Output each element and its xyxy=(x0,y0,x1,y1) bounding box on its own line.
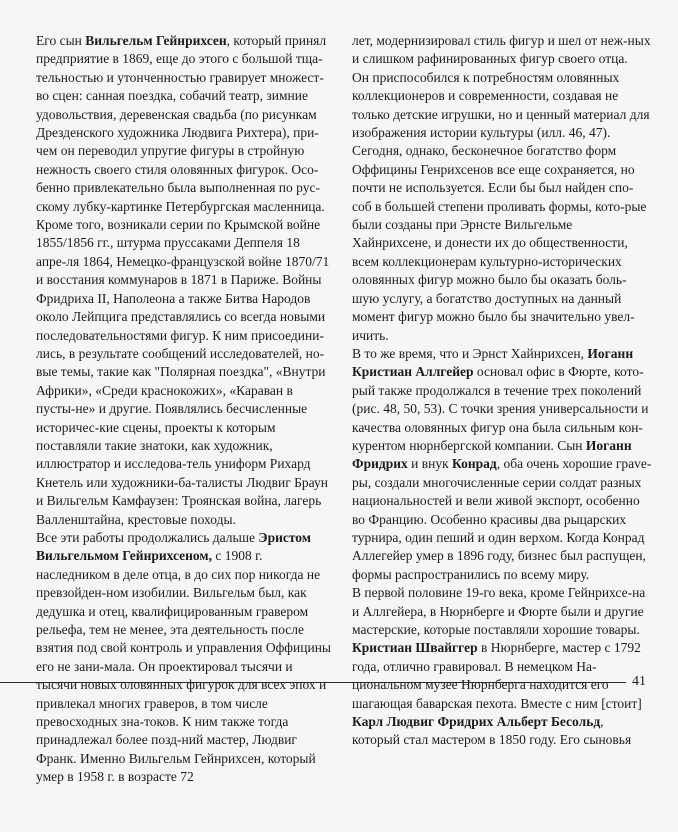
text-run: и внук xyxy=(407,456,453,472)
bold-name: Эристом Вильгельмом Гейнрихсеном, xyxy=(36,529,311,564)
text-run: Его сын xyxy=(36,33,86,48)
text-run: Он приспособился к потребностям оловянных коллекционеров и современности, создавая не только детские игрушки, но и ценный материал для изображения истории культуры (илл. 46, 47). Сегодня, однако, бесконечное богатство форм Оффицины Генрихсенов все еще сохраняется, но почти не используется. Если бы был найден спо-соб в большей степени проливать формы, кото-рые были созданы при Эрнсте Вильгельме Хайнрихсене, и донести их до общественности, всем коллекционерам культурно-исторических оловянных фигур можно было бы оказать боль-шую услугу, а богатство доступных на данный момент фигур можно было бы значительно увел-ичить. xyxy=(352,69,650,343)
text-run: , который принял предприятие в 1869, еще до этого с большой тща-тельностью и утонченностью гравирует множест-во сцен: санная поездка, собачий театр, зимние удовольствия, деревенская свадьба (по рисункам Дрезденского художника Людвига Рихтера), при-чем он переводил упругие фигуры в стройную нежность своего стиля оловянных фигурок. Осо-бенно привлекательно была выполненная по рус-скому лубку-картинке Петербургская масленница. Кроме того, возникали серии по Крымской войне 1855/1856 гг., штурма пруссаками Деппеля 18 апре-ля 1864, Немецко-французской войне 1870/71 и восстания коммунаров в 1871 в Париже. Войны Фридриха II, Наполеона а также Битва Народов около Лейпцига представлялись со всегда новыми последовательностями фигур. К ним присоедини-лись, в результате сообщений исследователей, но-вые темы, такие как "Полярная поездка", «Внутри Африки», «Среди краснокожих», «Караван в пусты-не» и другие. Появлялись бесчисленные историчес-кие сцены, проекты к которым поставляли такие знатоки, как художник, иллюстратор и исследова-тель униформ Рихард Кнетель или художники-ба-талисты Людвиг Браун и Вильгельм Камфаузен: Троянская война, лагерь Валленштайна, крестовые походы. xyxy=(36,33,330,527)
right-column xyxy=(352,32,652,750)
text-run: с 1908 г. наследником в деле отца, в до сих пор никогда не превзойден-ном изобилии. Вильгельм был, как дедушка и отец, квалифицированным гравером рельефа, тем не менее, эта деятельность после взятия под свой контроль и управления Оффицины его не зани-мала. Он проектировал тысячи и тысячи новых оловянных фигурок для всех эпох и привлекал многих граверов, в том числе превосходных зна-токов. К ним также тогда принадлежал более позд-ний мастер, Людвиг Франк. Именно Вильгельм Гейнрихсен, который умер в 1958 г. в возрасте 72 xyxy=(36,548,331,785)
bold-name: Иоганн Фридрих xyxy=(352,437,632,472)
page-number: 41 xyxy=(632,674,646,689)
paragraph xyxy=(36,32,331,529)
text-run: В то же время, что и Эрнст Хайнрихсен, xyxy=(352,345,588,361)
paragraph xyxy=(352,32,652,69)
paragraph xyxy=(352,584,652,750)
bold-name: Карл Людвиг Фридрих Альберт Бесольд xyxy=(352,714,601,730)
paragraph xyxy=(352,69,652,345)
text-run: , оба очень хорошие грave-ры, создали многочисленные серии солдат разных национальностей и вели живой экспорт, особенно во Францию. Особенно красивы два рыцарских турнира, один пеший и один верхом. Когда Конрад Аллегейер умер в 1896 году, бизнес был распущен, формы распространились по всему миру. xyxy=(352,456,652,582)
text-run: Все эти работы продолжались дальше xyxy=(36,529,259,545)
footer-rule xyxy=(0,682,626,683)
text-run: основал офис в Фюрте, кото-рый также продолжался в течение трех поколений (рис. 48, 50, 53). С точки зрения универсальности и качества оловянных фигур она была сильным кон-курентом нюрнбергской компании. Сын xyxy=(352,364,649,453)
bold-name: Конрад xyxy=(452,456,497,472)
paragraph xyxy=(352,345,652,584)
bold-name: Вильгельм Гейнрихсен xyxy=(85,33,227,48)
paragraph xyxy=(36,529,331,787)
text-run: лет, модернизировал стиль фигур и шел от неж-ных и слишком рафинированных фигур своего отца. xyxy=(352,33,651,67)
text-run: в Нюрнберге, мастер с 1792 года, отлично гравировал. В немецком На-циональном музее Нюрнберга находится его шагающая баварская пехота. Вместе с ним [стоит] xyxy=(352,640,642,711)
bold-name: Иоганн Кристиан Аллгейер xyxy=(352,345,634,380)
text-run: В первой половине 19-го века, кроме Гейнрихсе-на и Аллгейера, в Нюрнберге и Фюрте были и другие мастерские, которые поставляли хорошие товары. xyxy=(352,585,646,637)
text-run: , который стал мастером в 1850 году. Его сыновья xyxy=(352,714,632,748)
bold-name: Кристиан Швайггер xyxy=(352,640,478,656)
left-column xyxy=(36,32,331,787)
